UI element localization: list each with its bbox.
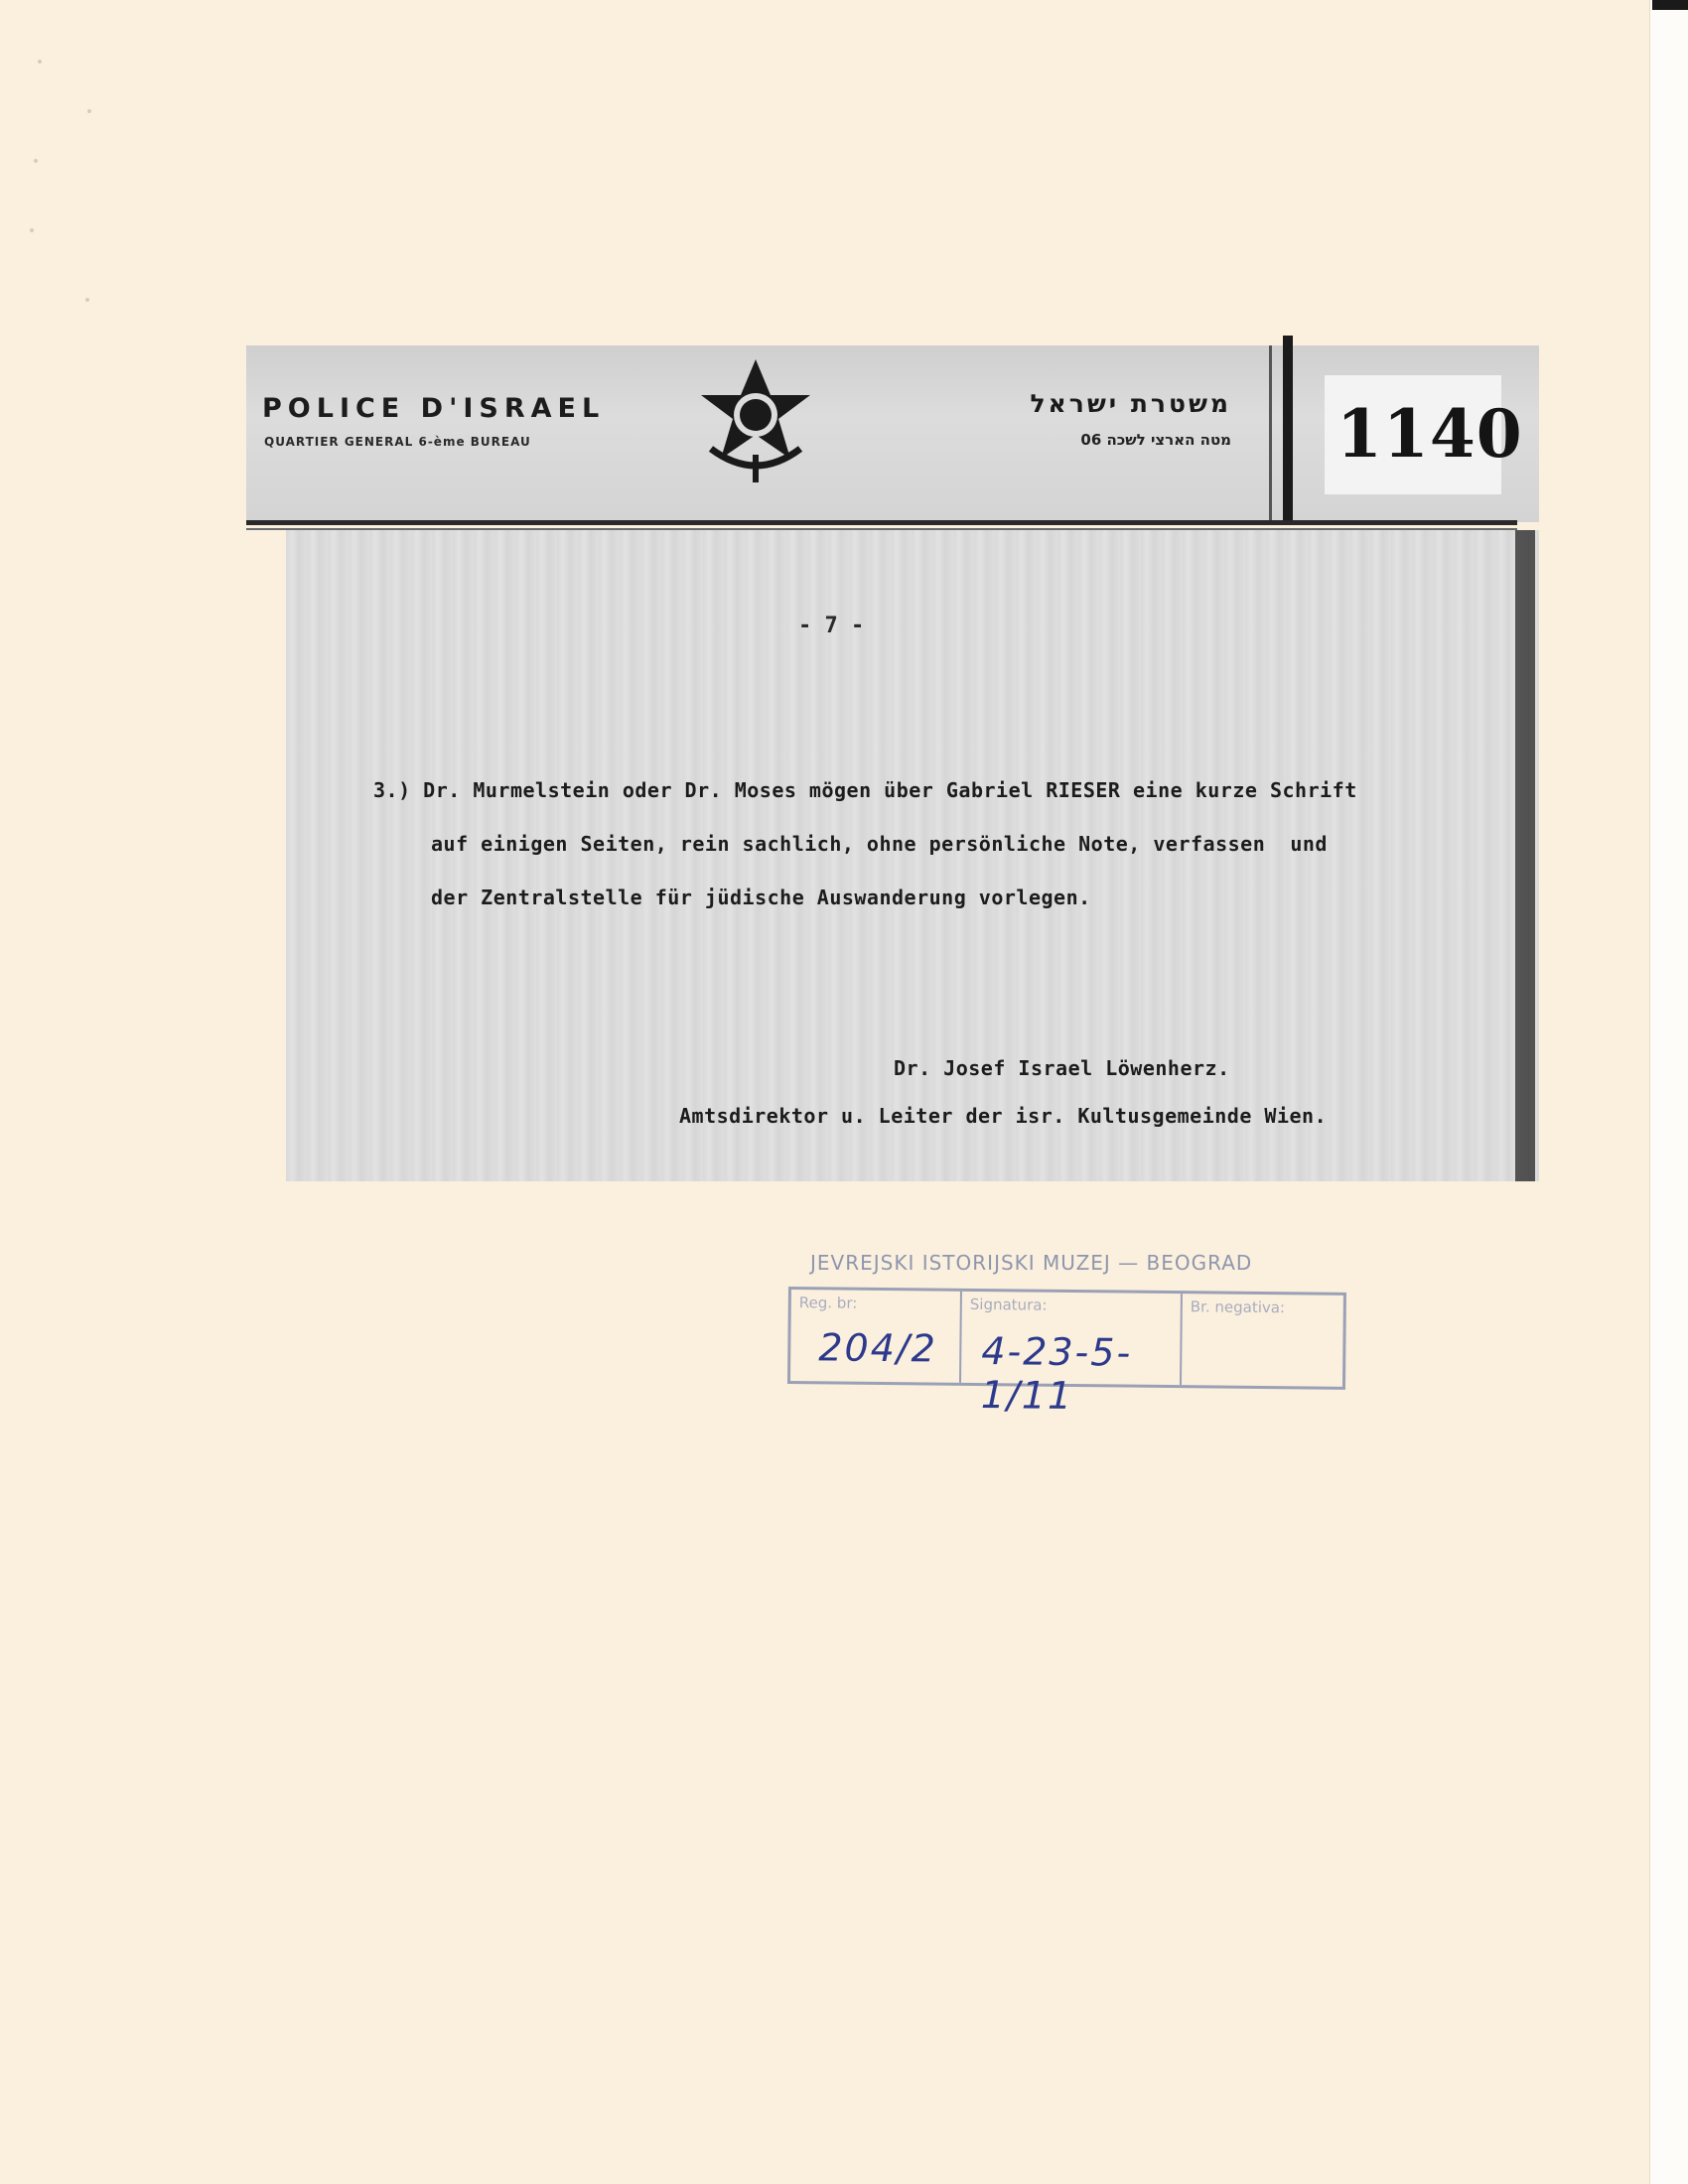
stamp-label-negativ: Br. negativa: (1190, 1297, 1286, 1317)
stamp-cell-negativ (1182, 1294, 1339, 1387)
copy-right-edge (1515, 530, 1535, 1181)
letterhead-title-french: POLICE D'ISRAEL (262, 393, 606, 424)
letterhead-subtitle-hebrew: מטה הארצי לשכה 06 (1080, 431, 1231, 449)
museum-stamp (787, 1287, 1346, 1419)
letterhead-rule (246, 520, 1517, 525)
body-line: auf einigen Seiten, rein sachlich, ohne persönliche Note, verfassen und (431, 832, 1328, 856)
letterhead-title-hebrew: משטרת ישראל (1030, 389, 1231, 418)
israel-police-emblem-icon (691, 355, 820, 484)
stamp-cell-signatura (961, 1292, 1183, 1419)
scanner-corner-mark (1652, 0, 1688, 10)
body-line: 3.) Dr. Murmelstein oder Dr. Moses mögen über Gabriel RIESER eine kurze Schrift (373, 778, 1357, 802)
page-marker: - 7 - (798, 614, 865, 638)
stamp-value-signatura: 4-23-5-1/11 (980, 1329, 1133, 1419)
paper-specks (28, 40, 107, 357)
museum-stamp-title: JEVREJSKI ISTORIJSKI MUZEJ — BEOGRAD (810, 1251, 1253, 1275)
stamp-value-reg: 204/2 (818, 1325, 938, 1371)
signature-title: Amtsdirektor u. Leiter der isr. Kultusgemeinde Wien. (679, 1104, 1328, 1128)
body-line: der Zentralstelle für jüdische Auswanderung vorlegen. (431, 886, 1091, 909)
photocopied-letter (246, 336, 1539, 1181)
stamp-label-signatura: Signatura: (969, 1295, 1048, 1314)
stamp-label-reg: Reg. br: (798, 1294, 858, 1312)
letter-body-area (286, 530, 1539, 1181)
signature-name: Dr. Josef Israel Löwenherz. (894, 1056, 1230, 1080)
document-number: 1140 (1336, 395, 1523, 473)
letterhead-divider (1283, 336, 1293, 524)
letterhead-divider-thin (1269, 345, 1272, 522)
stamp-cell-reg (790, 1290, 962, 1383)
letterhead-subtitle-french: QUARTIER GENERAL 6-ème BUREAU (264, 435, 531, 449)
scanner-edge (1649, 0, 1688, 2184)
